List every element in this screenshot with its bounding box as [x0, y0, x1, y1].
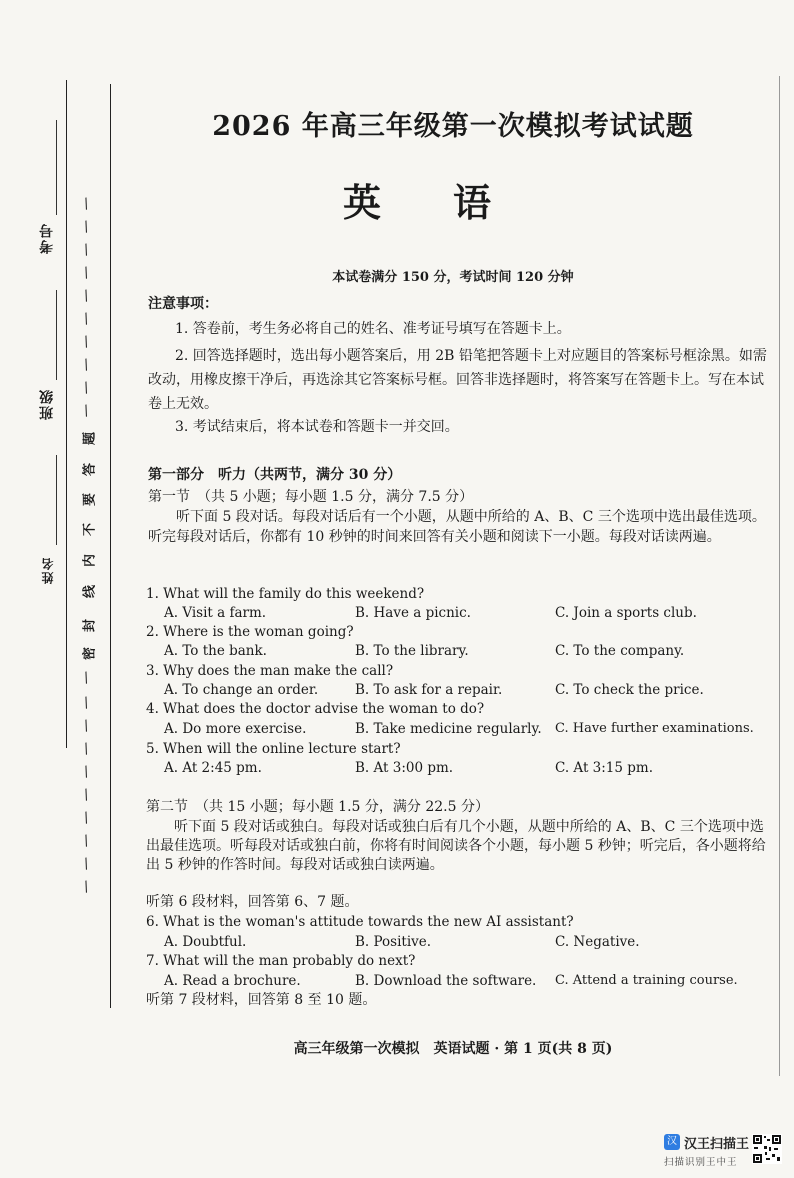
notice-item-3: 3. 考试结束后，将本试卷和答题卡一并交回。: [175, 419, 459, 435]
seal-char: 不: [82, 523, 98, 537]
slash-mark: /: [81, 832, 92, 850]
notice-item-1: 1. 答卷前，考生务必将自己的姓名、准考证号填写在答题卡上。: [175, 321, 571, 337]
notice-heading: 注意事项：: [148, 296, 218, 312]
page-footer: 高三年级第一次模拟 英语试题 · 第 1 页(共 8 页): [293, 1041, 613, 1057]
option-b: B. Positive.: [355, 934, 432, 950]
option-c: C. To check the price.: [555, 682, 704, 698]
qr-code-icon: [752, 1134, 782, 1164]
material7-note: 听第 7 段材料，回答第 8 至 10 题。: [146, 992, 377, 1008]
option-a: A. To the bank.: [164, 643, 267, 659]
option-c: C. To the company.: [555, 643, 685, 659]
slash-mark: /: [81, 241, 92, 259]
option-a: A. Visit a farm.: [164, 605, 267, 621]
name-underline: [56, 455, 57, 545]
option-b: B. Download the software.: [355, 973, 537, 989]
slash-mark: /: [81, 218, 92, 236]
exam-meta: 本试卷满分 150 分，考试时间 120 分钟: [332, 270, 574, 285]
section1-heading: 第一节 （共 5 小题；每小题 1.5 分，满分 7.5 分）: [148, 489, 474, 505]
name-label: 姓名: [41, 556, 55, 584]
section1-instructions: 听下面 5 段对话。每段对话后有一个小题，从题中所给的 A、B、C 三个选项中选出最佳选项。听完每段对话后，你都有 10 秒钟的时间来回答有关小题和阅读下一小题。每段对话读两遍。: [148, 509, 766, 545]
question-stem: 2. Where is the woman going?: [146, 624, 354, 640]
option-a: A. Do more exercise.: [164, 721, 307, 737]
question-stem: 4. What does the doctor advise the woman to do?: [146, 701, 485, 717]
question-stem: 3. Why does the man make the call?: [146, 663, 394, 679]
option-c: C. Join a sports club.: [555, 605, 697, 621]
slash-mark: /: [81, 669, 92, 687]
option-c: C. Have further examinations.: [555, 721, 754, 736]
option-c: C. Attend a training course.: [555, 973, 738, 988]
option-b: B. To ask for a repair.: [355, 682, 503, 698]
seal-char: 题: [82, 432, 98, 446]
section2-heading: 第二节 （共 15 小题；每小题 1.5 分，满分 22.5 分）: [146, 799, 489, 815]
seal-char: 要: [82, 493, 98, 507]
subject-title: 英语: [342, 180, 563, 225]
exam-no-underline: [56, 120, 57, 215]
material6-note: 听第 6 段材料，回答第 6、7 题。: [146, 894, 359, 910]
exam-title: 2026 年高三年级第一次模拟考试试题: [212, 111, 694, 142]
section2-instructions: 听下面 5 段对话或独白。每段对话或独白后有几个小题，从题中所给的 A、B、C 三个选项中选出最佳选项。听每段对话或独白前，你将有时间阅读各个小题，每小题 5 秒钟；听完后，各小题将给出 5 秒钟的作答时间。每段对话或独白读两遍。: [146, 819, 766, 873]
slash-mark: /: [81, 717, 92, 735]
slash-mark: /: [81, 287, 92, 305]
option-a: A. Read a brochure.: [164, 973, 301, 989]
option-b: B. To the library.: [355, 643, 469, 659]
option-b: B. At 3:00 pm.: [355, 760, 454, 776]
slash-mark: /: [81, 809, 92, 827]
slash-mark: /: [81, 763, 92, 781]
slash-mark: /: [81, 195, 92, 213]
option-a: A. At 2:45 pm.: [164, 760, 262, 776]
question-stem: 7. What will the man probably do next?: [146, 953, 416, 969]
question-stem: 1. What will the family do this weekend?: [146, 586, 425, 602]
option-a: A. Doubtful.: [164, 934, 247, 950]
question-stem: 6. What is the woman's attitude towards the new AI assistant?: [146, 914, 574, 930]
notice-item-2: 2. 回答选择题时，选出每小题答案后，用 2B 铅笔把答题卡上对应题目的答案标号框涂黑。如需改动，用橡皮擦干净后，再选涂其它答案标号框。回答非选择题时，将答案写在答题卡上。写在本试卷上无效。: [148, 348, 767, 412]
scanner-logo-tagline: 扫描识别王中王: [664, 1157, 738, 1168]
slash-mark: /: [81, 786, 92, 804]
option-b: B. Take medicine regularly.: [355, 721, 542, 737]
class-label: 班级: [39, 388, 55, 420]
slash-mark: /: [81, 356, 92, 374]
slash-mark: /: [81, 264, 92, 282]
slash-mark: /: [81, 855, 92, 873]
slash-mark: /: [81, 379, 92, 397]
scanner-logo-icon: 汉: [664, 1134, 680, 1150]
option-a: A. To change an order.: [164, 682, 319, 698]
seal-char: 封: [82, 619, 98, 633]
slash-mark: /: [81, 402, 92, 420]
option-b: B. Have a picnic.: [355, 605, 471, 621]
slash-mark: /: [81, 878, 92, 896]
seal-char: 答: [82, 463, 98, 477]
slash-mark: /: [81, 740, 92, 758]
question-stem: 5. When will the online lecture start?: [146, 741, 401, 757]
option-c: C. Negative.: [555, 934, 640, 950]
scanner-logo-name: 汉王扫描王: [684, 1137, 750, 1152]
exam-no-label: 考号: [39, 222, 55, 254]
seal-char: 内: [82, 554, 98, 568]
margin-line-inner: [110, 84, 111, 1008]
seal-char: 密: [82, 647, 98, 661]
slash-mark: /: [81, 694, 92, 712]
seal-char: 线: [82, 585, 98, 599]
margin-line-outer: [66, 80, 67, 748]
slash-mark: /: [81, 310, 92, 328]
class-underline: [56, 290, 57, 380]
option-c: C. At 3:15 pm.: [555, 760, 654, 776]
part1-heading: 第一部分 听力（共两节，满分 30 分）: [148, 467, 402, 483]
slash-mark: /: [81, 333, 92, 351]
